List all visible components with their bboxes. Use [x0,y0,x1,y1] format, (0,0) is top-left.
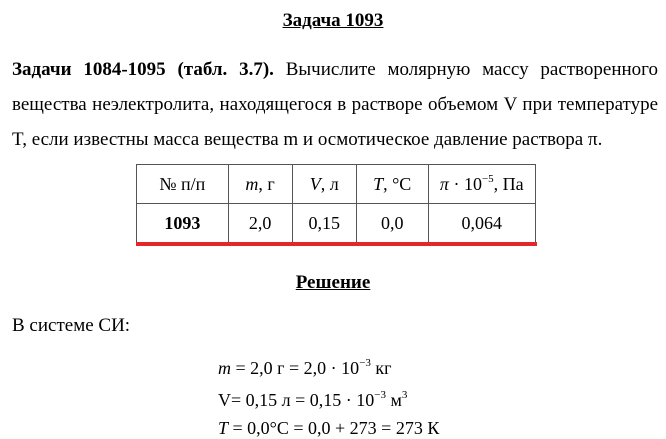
cell-number: 1093 [137,204,229,243]
cell-temperature: 0,0 [356,204,428,243]
header-mass: m, г [228,165,292,204]
table-row [137,204,536,243]
problem-title: Задача 1093 [282,10,384,31]
solution-heading: Решение [295,272,371,293]
header-number: № п/п [137,165,229,204]
cell-mass: 2,0 [228,204,292,243]
data-table [136,164,536,244]
red-underline [136,242,537,246]
header-volume: V, л [292,165,356,204]
problem-text: Вычислите молярную массу растворенного вещества неэлектролита, находящегося в растворе объемом V при температуре T, если известны масса вещества m и осмотическое давление раствора π. [12,59,658,150]
table-header-row [137,165,536,204]
formula-volume: V= 0,15 $л = 0,15 \cdot 10^{-3}$ $м^3$ [218,389,408,410]
formula-mass: m = 2,0 $г = 2,0 \cdot 10^{-3}$ кг [218,357,392,378]
header-temperature: T, °C [356,165,428,204]
header-pressure: $\pi \cdot 10^{-5}$, Па [428,165,535,204]
cell-pressure: 0,064 [428,204,535,243]
cell-volume: 0,15 [292,204,356,243]
problem-statement [12,52,658,157]
formula-temperature: T = 0,0°C = 0,0 + 273 = 273 К [218,418,440,438]
problem-reference: Задачи 1084-1095 (табл. 3.7). [12,59,274,80]
si-label: В системе СИ: [12,315,131,336]
